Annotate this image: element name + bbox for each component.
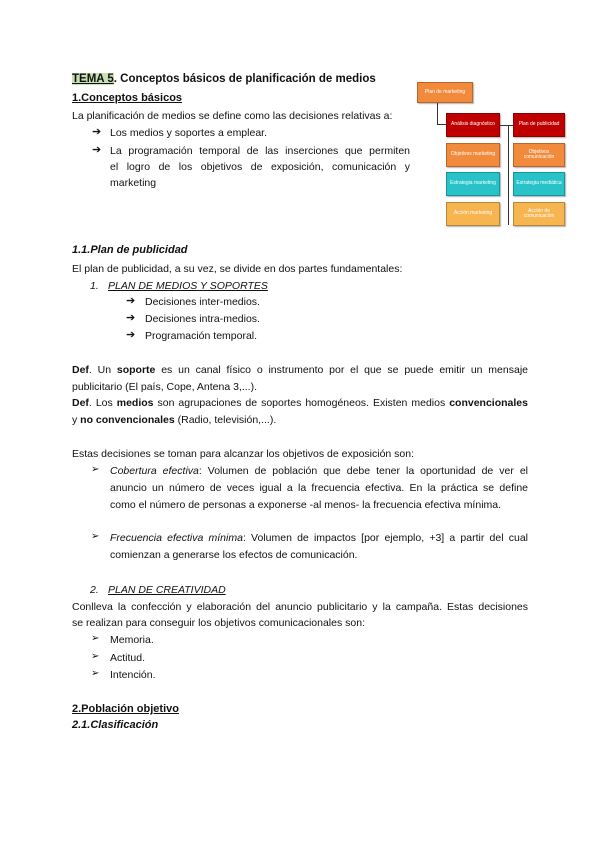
diagram-box-right-3: Estrategia mediática (513, 172, 565, 196)
section-heading-conceptos: 1.Conceptos básicos (72, 92, 183, 104)
definition-medios-cont: y no convencionales (Radio, televisión,...). (72, 414, 277, 426)
sub-bullet-item: Decisiones inter-medios. (145, 296, 260, 308)
creatividad-item: Actitud. (110, 652, 146, 664)
diagram-box-left-3: Estrategia marketing (446, 172, 500, 196)
section-heading-poblacion: 2.Población objetivo (72, 703, 179, 715)
sub-bullet-item: Decisiones intra-medios. (145, 313, 260, 325)
frecuencia-efectiva-cont: comienzan a generarse los efectos de comunicación. (110, 549, 358, 561)
diagram-box-right-4: Acción de comunicación (513, 202, 565, 226)
creatividad-item: Intención. (110, 669, 156, 681)
creatividad-text-cont: se realizan para conseguir los objetivos comunicacionales son: (72, 617, 365, 629)
arrow-icon: ➔ (92, 126, 102, 138)
objectives-intro: Estas decisiones se toman para alcanzar los objetivos de exposición son: (72, 448, 415, 460)
plan-medios-label: PLAN DE MEDIOS Y SOPORTES (108, 280, 268, 292)
bullet-item-cont: marketing (110, 177, 157, 189)
cobertura-efectiva-cont: como el número de personas a exponerse -al menos- la frecuencia efectiva mínima. (110, 499, 502, 511)
section-heading-clasificacion: 2.1.Clasificación (72, 719, 159, 731)
diagram-box-left-2: Objetivos marketing (446, 143, 500, 167)
creatividad-text: Conlleva la confección y elaboración del anuncio publicitario y la campaña. Estas decisiones (72, 601, 528, 613)
diagram-connector (500, 125, 508, 126)
diagram-box-right-2: Objetivos comunicación (513, 143, 565, 167)
plan-creatividad-label: PLAN DE CREATIVIDAD (108, 584, 226, 596)
diagram-box-left-1: Análisis diagnóstico (446, 113, 500, 137)
diagram-connector (508, 125, 509, 225)
arrow-icon: ➔ (92, 144, 102, 156)
triangle-bullet-icon: ➢ (91, 464, 100, 475)
diagram-box-left-4: Acción marketing (446, 202, 500, 226)
diagram-box-top: Plan de marketing (417, 82, 473, 103)
page-title: TEMA 5. Conceptos básicos de planificación de medios (72, 73, 376, 85)
diagram-box-right-1: Plan de publicidad (513, 113, 565, 137)
triangle-bullet-icon: ➢ (91, 633, 100, 644)
item-number: 1. (90, 280, 99, 292)
definition-soporte: Def. Un soporte es un canal físico o instrumento por el que se puede emitir un mensaje (72, 364, 528, 376)
section1-intro: La planificación de medios se define como las decisiones relativas a: (72, 110, 393, 122)
triangle-bullet-icon: ➢ (91, 668, 100, 679)
definition-soporte-cont: publicitario (El país, Cope, Antena 3,...). (72, 381, 258, 393)
bullet-item: La programación temporal de las inserciones que permiten (110, 145, 410, 157)
arrow-icon: ➔ (126, 329, 136, 341)
item-number: 2. (90, 584, 99, 596)
cobertura-efectiva-cont: anuncio un número de veces igual a la frecuencia efectiva. En la práctica se define (110, 482, 528, 494)
bullet-item-cont: el logro de los objetivos de exposición, comunicación y (110, 161, 410, 173)
arrow-icon: ➔ (126, 312, 136, 324)
cobertura-efectiva: Cobertura efectiva: Volumen de población que debe tener la oportunidad de ver el (110, 465, 529, 477)
section11-intro: El plan de publicidad, a su vez, se divide en dos partes fundamentales: (72, 263, 403, 275)
frecuencia-efectiva: Frecuencia efectiva mínima: Volumen de impactos [por ejemplo, +3] a partir del cual (110, 532, 528, 544)
triangle-bullet-icon: ➢ (91, 651, 100, 662)
diagram-connector (437, 124, 446, 125)
bullet-item: Los medios y soportes a emplear. (110, 127, 267, 139)
triangle-bullet-icon: ➢ (91, 531, 100, 542)
definition-medios: Def. Los medios son agrupaciones de soportes homogéneos. Existen medios convencionales (72, 397, 528, 409)
arrow-icon: ➔ (126, 295, 136, 307)
creatividad-item: Memoria. (110, 634, 154, 646)
sub-bullet-item: Programación temporal. (145, 330, 258, 342)
diagram-connector (437, 103, 438, 125)
section-heading-plan-publicidad: 1.1.Plan de publicidad (72, 244, 188, 256)
